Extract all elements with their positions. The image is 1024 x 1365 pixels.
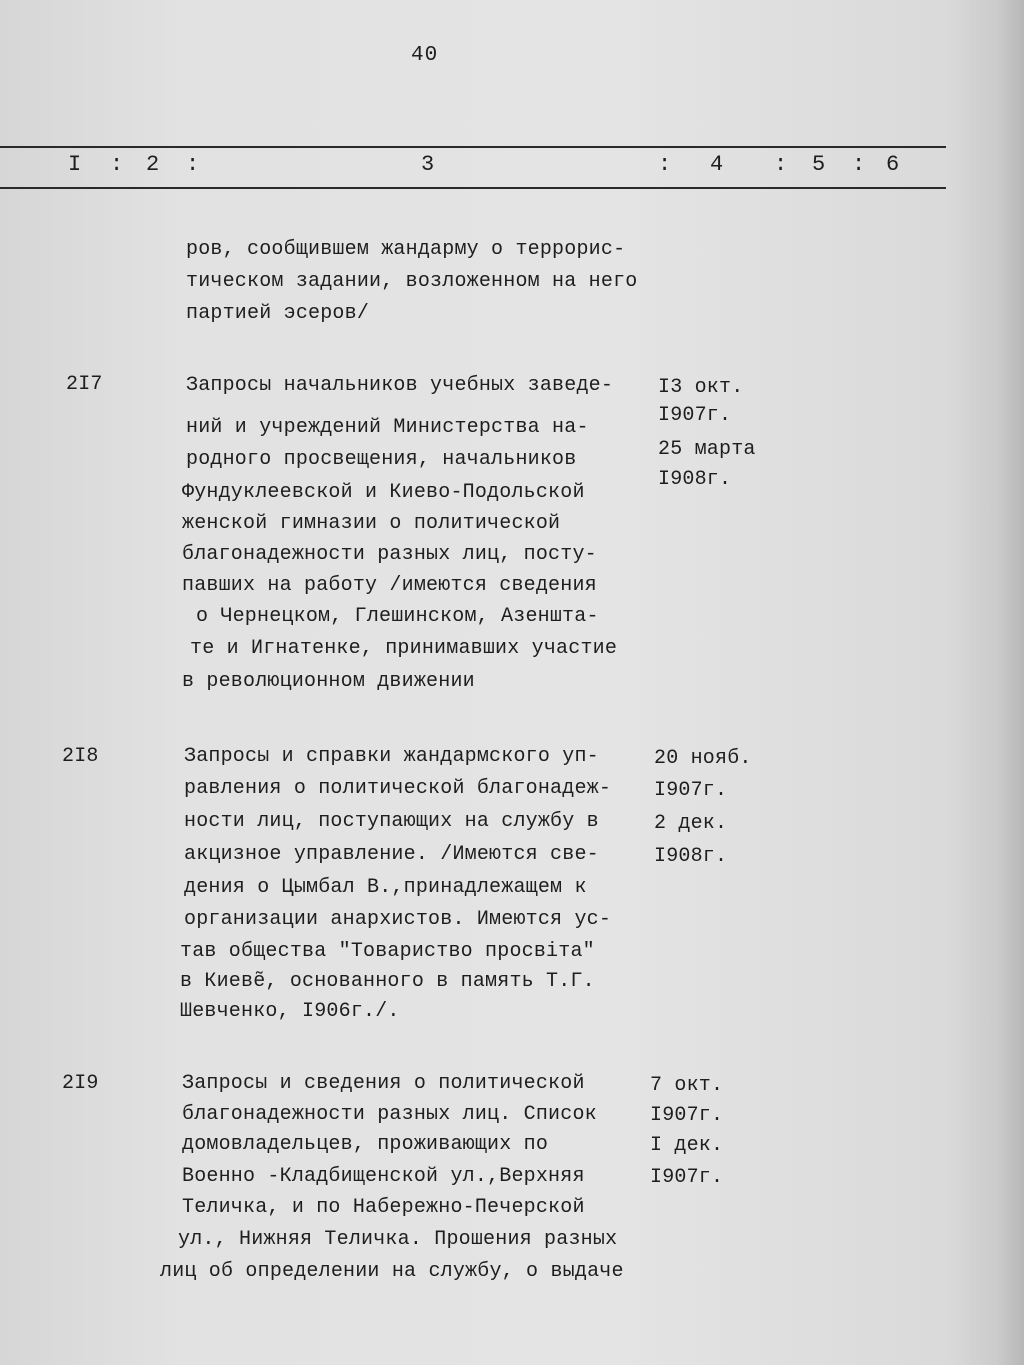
- column-separator: :: [658, 152, 672, 177]
- text-line: Шевченко, I906г./.: [180, 1000, 400, 1023]
- text-line: домовладельцев, проживающих по: [182, 1133, 549, 1156]
- text-line: дения о Цымбал В.,принадлежащем к: [184, 876, 587, 899]
- text-line: Запросы и сведения о политической: [182, 1072, 585, 1095]
- text-line: Военно -Кладбищенской ул.,Верхняя: [182, 1165, 585, 1188]
- text-line: благонадежности разных лиц, посту-: [182, 543, 597, 566]
- page-number: 40: [411, 44, 439, 67]
- entry-date: 25 марта: [658, 438, 756, 461]
- column-header-6: 6: [886, 152, 900, 177]
- text-line: ности лиц, поступающих на службу в: [184, 810, 599, 833]
- text-line: в Киевẽ, основанного в память Т.Г.: [180, 970, 595, 993]
- entry-date: I907г.: [658, 404, 732, 427]
- text-line: Теличка, и по Набережно-Печерской: [182, 1196, 585, 1219]
- column-header-5: 5: [812, 152, 826, 177]
- entry-date: I907г.: [654, 779, 728, 802]
- text-line: ров, сообщившем жандарму о террорис-: [186, 238, 626, 261]
- text-line: организации анархистов. Имеются ус-: [184, 908, 612, 931]
- entry-date: I908г.: [654, 845, 728, 868]
- column-separator: :: [186, 152, 200, 177]
- entry-date: I908г.: [658, 468, 732, 491]
- entry-date: I907г.: [650, 1166, 724, 1189]
- text-line: благонадежности разных лиц. Список: [182, 1103, 597, 1126]
- entry-date: 20 нояб.: [654, 747, 752, 770]
- header-rule-top: [0, 146, 946, 148]
- text-line: те и Игнатенке, принимавших участие: [190, 637, 618, 660]
- entry-number: 2I9: [62, 1072, 99, 1095]
- text-line: Запросы начальников учебных заведе-: [186, 374, 614, 397]
- text-line: Фундуклеевской и Киево-Подольской: [182, 481, 585, 504]
- text-line: ний и учреждений Министерства на-: [186, 416, 589, 439]
- column-header-3: 3: [421, 152, 435, 177]
- text-line: в революционном движении: [182, 670, 475, 693]
- text-line: родного просвещения, начальников: [186, 448, 577, 471]
- column-separator: :: [774, 152, 788, 177]
- text-line: тав общества "Товариство просвіта": [180, 940, 595, 963]
- entry-date: 2 дек.: [654, 812, 728, 835]
- entry-number: 2I7: [66, 373, 103, 396]
- column-separator: :: [110, 152, 124, 177]
- entry-date: 7 окт.: [650, 1074, 724, 1097]
- page-edge-shadow: [954, 0, 1024, 1365]
- text-line: акцизное управление. /Имеются све-: [184, 843, 599, 866]
- text-line: павших на работу /имеются сведения: [182, 574, 597, 597]
- text-line: о Чернецком, Глешинском, Азенштa-: [196, 605, 599, 628]
- entry-number: 2I8: [62, 745, 99, 768]
- text-line: партией эсеров/: [186, 302, 370, 325]
- entry-date: I3 окт.: [658, 376, 744, 399]
- text-line: тическом задании, возложенном на него: [186, 270, 638, 293]
- column-header-2: 2: [146, 152, 160, 177]
- text-line: ул., Нижняя Теличка. Прошения разных: [178, 1228, 618, 1251]
- text-line: равления о политической благонадеж-: [184, 777, 612, 800]
- entry-date: I907г.: [650, 1104, 724, 1127]
- column-separator: :: [852, 152, 866, 177]
- text-line: лиц об определении на службу, о выдаче: [160, 1260, 624, 1283]
- entry-date: I дек.: [650, 1134, 724, 1157]
- text-line: Запросы и справки жандармского уп-: [184, 745, 599, 768]
- column-header-4: 4: [710, 152, 724, 177]
- column-header-1: I: [68, 152, 82, 177]
- header-rule-bottom: [0, 187, 946, 189]
- text-line: женской гимназии о политической: [182, 512, 561, 535]
